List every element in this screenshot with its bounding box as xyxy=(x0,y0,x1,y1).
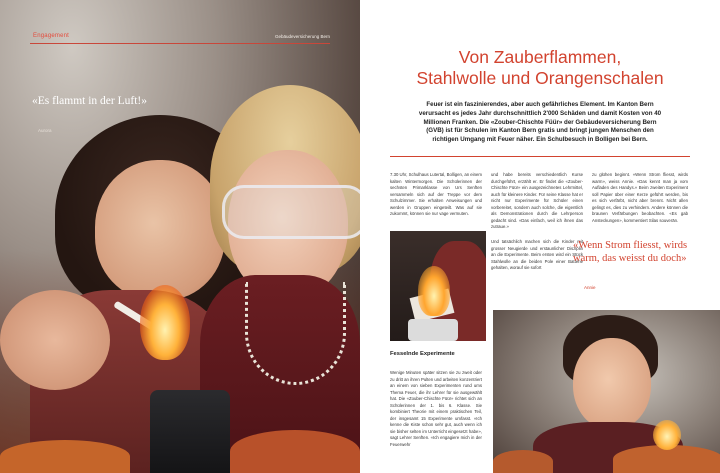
flame xyxy=(418,266,450,316)
bowl xyxy=(0,440,130,473)
body-column-1: 7.30 Uhr, Schulhaus Lutertal, Bolligen, an einem kalten Wintermorgen. Die Schülerinnen der sechsten Primarklasse von Urs Senften versammeln sich auf der Treppe vor dem Schulzimmer. Sie erhalten Anweisungen und werden in Gruppen eingeteilt. Was auf sie zukommt, können sie nur vage vermuten. xyxy=(390,172,482,216)
body-column-2b: Und tatsächlich machen sich die Kinder mit grosser Neugierde und erstaunlicher Disziplin an die Experimente. Beim ersten wird ein Stück Stahlwolle an die beiden Pole einer Batterie gehalten, worauf sie sofort xyxy=(491,239,583,270)
body-column-3: zu glühen beginnt. «Wenn Strom fliesst, wirds warm», weiss Annie. «Das kennt man ja vom Aufladen des Handys.» Beim zweiten Experiment soll Papier über einer Kerze geführt werden, bis es sich verfärbt, nicht aber brennt. Nicht allen gelingt es, dies zu verhindern. Andere können die braunen Verfärbungen beobachten. «Es gab Ansteckungen», kommentiert Silas souverän. xyxy=(592,172,688,223)
article-lead: Feuer ist ein faszinierendes, aber auch gefährliches Element. Im Kanton Bern verursacht es jedes Jahr durchschnittlich 2'000 Schäden und damit Kosten von 40 Millionen Franken. Die «Zouber-Chischte Füür» der Gebäudeversicherung Bern (GVB) ist für Schulen im Kanton Bern gratis und bringt jungen Menschen den richtigen Umgang mit Feuer näher. Ein Schulbesuch in Bolligen bei Bern. xyxy=(418,101,662,144)
hand xyxy=(0,290,110,390)
jar xyxy=(150,390,230,473)
divider-rule xyxy=(390,156,690,157)
subheading: Fesselnde Experimente xyxy=(390,351,455,357)
bowl xyxy=(493,450,553,473)
right-page-article xyxy=(360,0,720,473)
flame xyxy=(653,420,681,450)
boy-face xyxy=(573,338,651,430)
safety-goggles xyxy=(222,185,360,239)
title-line-2: Stahlwolle und Orangenschalen xyxy=(416,68,664,88)
pull-quote: «Es flammt in der Luft!» xyxy=(32,95,147,107)
title-line-1: Von Zauberflammen, xyxy=(458,47,622,67)
article-title xyxy=(360,47,720,89)
flame xyxy=(140,285,190,360)
body-column-2: und habe bereits verschiedentlich Kurse durchgeführt, erzählt er. Er findet die «Zouber-Chischte Füür» ein ausgezeichnetes Lehrmittel, auch für kleinere Kinder. Für seine Klasse hat er nicht nur Experimente für Schüler einen vorbereitet, sondern auch solche, die eigentlich als Demonstrationen durch die Lehrperson gedacht sind. «Das einfach, weil ich ihnen das zutraue.» xyxy=(491,172,583,229)
header-rule xyxy=(30,43,330,44)
pull-quote-author: Aurora xyxy=(38,128,52,133)
experiment-photo xyxy=(390,231,486,341)
magazine-label: Gebäudeversicherung Bern xyxy=(275,34,331,39)
pull-quote-2: «Wenn Strom fliesst, wirds warm, das weisst du doch» xyxy=(573,240,688,264)
body-column-1b: Wenige Minuten später sitzen sie zu zweit oder zu dritt an ihren Pulten und arbeiten konzentriert an einem von sieben Experimenten rund ums Thema Feuer, die ihr Lehrer für sie ausgewählt hat. Die «Zouber-Chischte Füür» richtet sich an Schülerinnen der 1. bis 6. Klasse. Sie kombiniert Theorie mit einem praktischen Teil, der insgesamt 15 Experimente umfasst. «Ich kenne die Kiste schon sehr gut, auch wenn ich sie bisher selten im Unterricht eingesetzt habe», sagt Lehrer Senften. «Ich engagiere mich in der Feuerwehr xyxy=(390,370,482,447)
pull-quote-2-author: Annie xyxy=(584,285,596,290)
bowl xyxy=(408,319,458,341)
boy-photo xyxy=(493,310,720,473)
section-label: Engagement xyxy=(33,33,70,39)
girl-left-face xyxy=(95,160,225,300)
necklace xyxy=(245,282,346,385)
bowl xyxy=(230,430,360,473)
